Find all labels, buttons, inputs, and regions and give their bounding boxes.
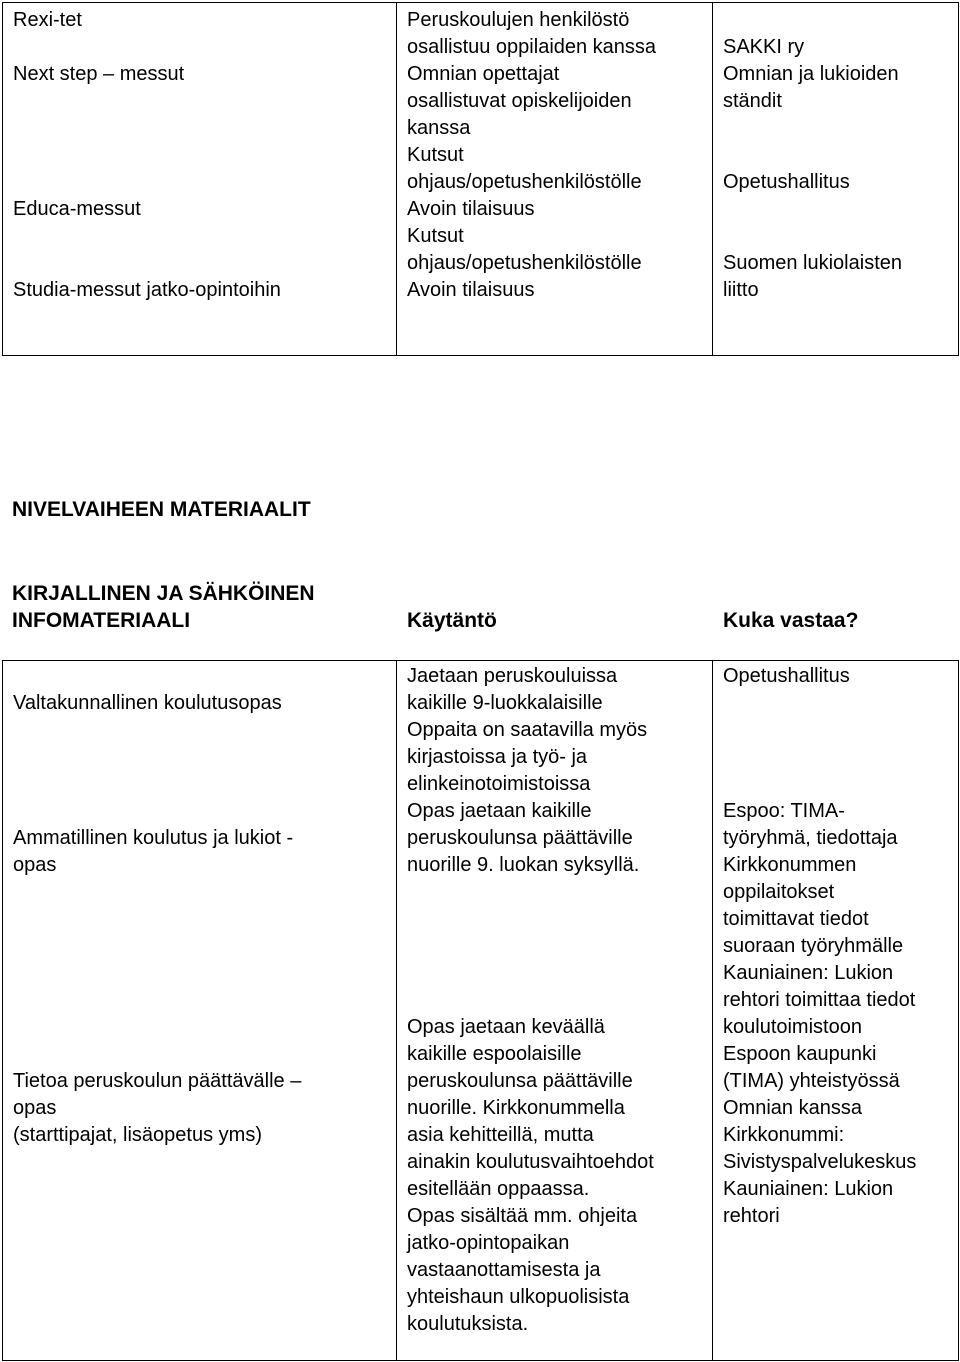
cell-line: peruskoulunsa päättäville bbox=[407, 1070, 633, 1092]
cell-line: nuorille. Kirkkonummella bbox=[407, 1097, 625, 1119]
material-item-2-cont: opas bbox=[13, 854, 57, 876]
event-rexi-tet: Rexi-tet bbox=[13, 9, 82, 31]
cell-line: Omnian ja lukioiden bbox=[723, 63, 899, 85]
cell-line: osallistuvat opiskelijoiden bbox=[407, 90, 632, 112]
cell-line: jatko-opintopaikan bbox=[407, 1232, 570, 1254]
event-next-step: Next step – messut bbox=[13, 63, 185, 85]
cell-line: kirjastoissa ja työ- ja bbox=[407, 746, 588, 768]
cell-line: kaikille 9-luokkalaisille bbox=[407, 692, 603, 714]
event-educa: Educa-messut bbox=[13, 198, 141, 220]
material-item-3: Tietoa peruskoulun päättävälle – bbox=[13, 1070, 302, 1092]
cell-line: rehtori toimittaa tiedot bbox=[723, 989, 916, 1011]
cell-line: Omnian kanssa bbox=[723, 1097, 862, 1119]
cell-line: ohjaus/opetushenkilöstölle bbox=[407, 252, 642, 274]
cell-line: ainakin koulutusvaihtoehdot bbox=[407, 1151, 654, 1173]
cell-line: Kirkkonummen bbox=[723, 854, 857, 876]
cell-line: Omnian opettajat bbox=[407, 63, 560, 85]
cell-line: Opas jaetaan keväällä bbox=[407, 1016, 605, 1038]
events-table bbox=[2, 2, 959, 356]
event-studia: Studia-messut jatko-opintoihin bbox=[13, 279, 281, 301]
cell-line: Oppaita on saatavilla myös bbox=[407, 719, 648, 741]
cell-line: peruskoulunsa päättäville bbox=[407, 827, 633, 849]
material-item-2: Ammatillinen koulutus ja lukiot - bbox=[13, 827, 294, 849]
cell-line: Opas jaetaan kaikille bbox=[407, 800, 592, 822]
cell-line: nuorille 9. luokan syksyllä. bbox=[407, 854, 640, 876]
materials-table bbox=[2, 660, 959, 1361]
materials-col1 bbox=[3, 661, 397, 1361]
cell-line: Opas sisältää mm. ohjeita bbox=[407, 1205, 638, 1227]
cell-line: työryhmä, tiedottaja bbox=[723, 827, 898, 849]
cell-line: Avoin tilaisuus bbox=[407, 279, 535, 301]
events-col2 bbox=[397, 3, 713, 356]
cell-line: Avoin tilaisuus bbox=[407, 198, 535, 220]
table-row bbox=[3, 3, 959, 356]
table-row bbox=[3, 661, 959, 1361]
cell-line: Kauniainen: Lukion bbox=[723, 1178, 894, 1200]
cell-line: Peruskoulujen henkilöstö bbox=[407, 9, 630, 31]
cell-line: vastaanottamisesta ja bbox=[407, 1259, 601, 1281]
cell-line: Opetushallitus bbox=[723, 171, 850, 193]
cell-line: suoraan työryhmälle bbox=[723, 935, 904, 957]
materials-col2 bbox=[397, 661, 713, 1361]
material-item-1: Valtakunnallinen koulutusopas bbox=[13, 692, 282, 714]
cell-line: liitto bbox=[723, 279, 759, 301]
cell-line: Kauniainen: Lukion bbox=[723, 962, 894, 984]
cell-line: elinkeinotoimistoissa bbox=[407, 773, 591, 795]
cell-line: toimittavat tiedot bbox=[723, 908, 869, 930]
cell-line: kanssa bbox=[407, 117, 471, 139]
cell-line: Kutsut bbox=[407, 225, 464, 247]
cell-line: (TIMA) yhteistyössä bbox=[723, 1070, 900, 1092]
section-title: NIVELVAIHEEN MATERIAALIT bbox=[12, 498, 311, 521]
cell-line: osallistuu oppilaiden kanssa bbox=[407, 36, 657, 58]
material-item-3-cont: (starttipajat, lisäopetus yms) bbox=[13, 1124, 262, 1146]
cell-line: rehtori bbox=[723, 1205, 780, 1227]
cell-line: Kutsut bbox=[407, 144, 464, 166]
cell-line: esitellään oppaassa. bbox=[407, 1178, 590, 1200]
cell-line: yhteishaun ulkopuolisista bbox=[407, 1286, 630, 1308]
material-item-3-cont: opas bbox=[13, 1097, 57, 1119]
cell-line: Sivistyspalvelukeskus bbox=[723, 1151, 917, 1173]
cell-line: Espoon kaupunki bbox=[723, 1043, 877, 1065]
cell-line: ständit bbox=[723, 90, 782, 112]
cell-line: asia kehitteillä, mutta bbox=[407, 1124, 594, 1146]
cell-line: ohjaus/opetushenkilöstölle bbox=[407, 171, 642, 193]
cell-line: SAKKI ry bbox=[723, 36, 805, 58]
cell-line: Opetushallitus bbox=[723, 665, 850, 687]
header-line: INFOMATERIAALI bbox=[12, 609, 191, 632]
column-header-material bbox=[12, 580, 315, 634]
cell-line: koulutoimistoon bbox=[723, 1016, 862, 1038]
events-col1 bbox=[3, 3, 397, 356]
column-header-practice: Käytäntö bbox=[407, 609, 497, 632]
events-col3 bbox=[713, 3, 959, 356]
cell-line: koulutuksista. bbox=[407, 1313, 529, 1335]
column-header-responsible: Kuka vastaa? bbox=[723, 609, 859, 632]
cell-line: kaikille espoolaisille bbox=[407, 1043, 582, 1065]
cell-line: Kirkkonummi: bbox=[723, 1124, 845, 1146]
materials-col3 bbox=[713, 661, 959, 1361]
cell-line: Jaetaan peruskouluissa bbox=[407, 665, 618, 687]
cell-line: Suomen lukiolaisten bbox=[723, 252, 902, 274]
header-line: KIRJALLINEN JA SÄHKÖINEN bbox=[12, 582, 315, 605]
cell-line: oppilaitokset bbox=[723, 881, 835, 903]
cell-line: Espoo: TIMA- bbox=[723, 800, 845, 822]
